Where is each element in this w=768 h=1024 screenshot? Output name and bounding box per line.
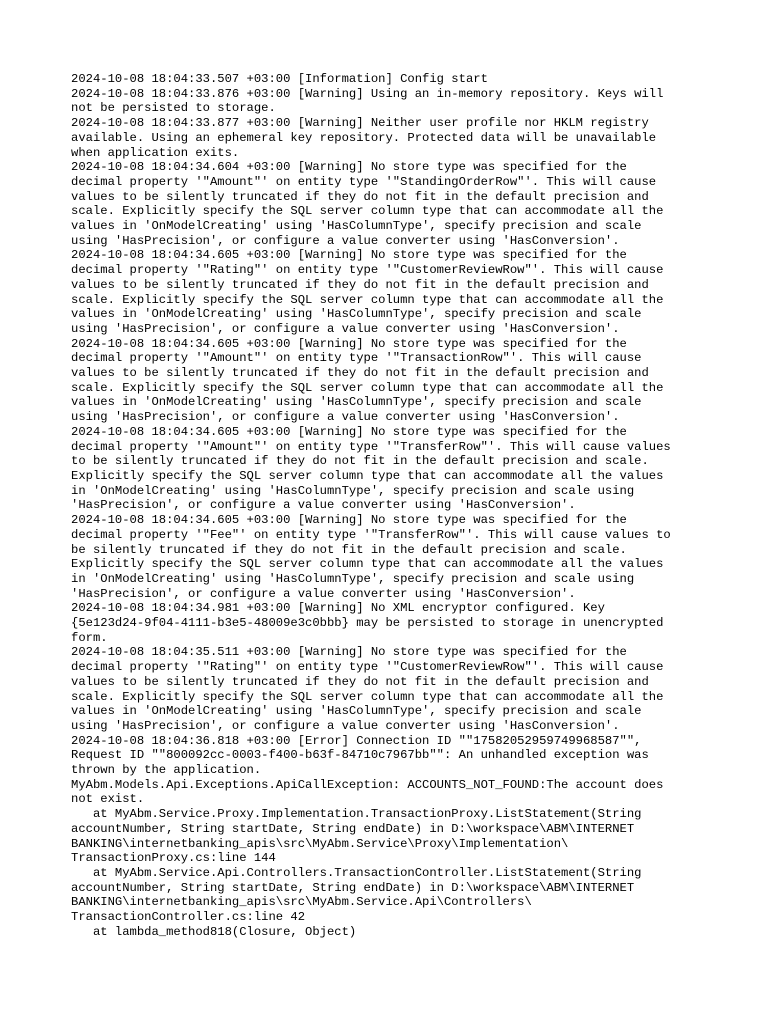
- log-line: values in 'OnModelCreating' using 'HasColumnType', specify precision and scale: [71, 307, 642, 322]
- log-document: [71, 72, 701, 939]
- log-line: MyAbm.Models.Api.Exceptions.ApiCallException: ACCOUNTS_NOT_FOUND:The account does: [71, 777, 664, 792]
- log-line: at lambda_method818(Closure, Object): [71, 924, 357, 939]
- log-line: values in 'OnModelCreating' using 'HasColumnType', specify precision and scale: [71, 219, 642, 234]
- log-line: scale. Explicitly specify the SQL server column type that can accommodate all the: [71, 292, 664, 307]
- log-line: decimal property '"Rating"' on entity type '"CustomerReviewRow"'. This will cause: [71, 660, 664, 675]
- log-line: decimal property '"Amount"' on entity type '"StandingOrderRow"'. This will cause: [71, 174, 657, 189]
- log-line: in 'OnModelCreating' using 'HasColumnType', specify precision and scale using: [71, 483, 635, 498]
- log-line: decimal property '"Fee"' on entity type '"TransferRow"'. This will cause values to: [71, 527, 671, 542]
- log-line: thrown by the application.: [71, 763, 262, 778]
- log-line: at MyAbm.Service.Api.Controllers.TransactionController.ListStatement(String: [71, 865, 642, 880]
- log-line: to be silently truncated if they do not fit in the default precision and scale.: [71, 454, 649, 469]
- log-line: in 'OnModelCreating' using 'HasColumnType', specify precision and scale using: [71, 571, 635, 586]
- log-line: BANKING\internetbanking_apis\src\MyAbm.Service.Api\Controllers\: [71, 895, 532, 910]
- log-line: 'HasPrecision', or configure a value converter using 'HasConversion'.: [71, 498, 576, 513]
- log-line: using 'HasPrecision', or configure a value converter using 'HasConversion'.: [71, 233, 620, 248]
- log-line: Explicitly specify the SQL server column type that can accommodate all the values: [71, 557, 664, 572]
- log-line: not be persisted to storage.: [71, 101, 276, 116]
- log-line: values to be silently truncated if they do not fit in the default precision and: [71, 277, 649, 292]
- log-line: 2024-10-08 18:04:34.605 +03:00 [Warning] No store type was specified for the: [71, 248, 627, 263]
- log-line: values in 'OnModelCreating' using 'HasColumnType', specify precision and scale: [71, 704, 642, 719]
- log-line: scale. Explicitly specify the SQL server column type that can accommodate all the: [71, 380, 664, 395]
- log-line: 2024-10-08 18:04:34.604 +03:00 [Warning] No store type was specified for the: [71, 160, 627, 175]
- log-line: when application exits.: [71, 145, 240, 160]
- log-line: using 'HasPrecision', or configure a value converter using 'HasConversion'.: [71, 718, 620, 733]
- log-line: {5e123d24-9f04-4111-b3e5-48009e3c0bbb} may be persisted to storage in unencrypted: [71, 616, 664, 631]
- log-line: using 'HasPrecision', or configure a value converter using 'HasConversion'.: [71, 410, 620, 425]
- log-line: BANKING\internetbanking_apis\src\MyAbm.Service\Proxy\Implementation\: [71, 836, 569, 851]
- log-line: TransactionProxy.cs:line 144: [71, 851, 276, 866]
- log-line: accountNumber, String startDate, String endDate) in D:\workspace\ABM\INTERNET: [71, 821, 635, 836]
- log-line: form.: [71, 630, 108, 645]
- log-line: values in 'OnModelCreating' using 'HasColumnType', specify precision and scale: [71, 395, 642, 410]
- log-line: decimal property '"Rating"' on entity type '"CustomerReviewRow"'. This will cause: [71, 263, 664, 278]
- log-line: available. Using an ephemeral key repository. Protected data will be unavailable: [71, 130, 657, 145]
- log-line: 'HasPrecision', or configure a value converter using 'HasConversion'.: [71, 586, 576, 601]
- log-line: decimal property '"Amount"' on entity type '"TransactionRow"'. This will cause: [71, 351, 642, 366]
- log-line: 2024-10-08 18:04:33.877 +03:00 [Warning] Neither user profile nor HKLM registry: [71, 116, 649, 131]
- log-line: not exist.: [71, 792, 145, 807]
- log-line: decimal property '"Amount"' on entity type '"TransferRow"'. This will cause values: [71, 439, 671, 454]
- log-line: 2024-10-08 18:04:34.605 +03:00 [Warning] No store type was specified for the: [71, 513, 627, 528]
- log-line: 2024-10-08 18:04:34.605 +03:00 [Warning] No store type was specified for the: [71, 336, 627, 351]
- log-line: values to be silently truncated if they do not fit in the default precision and: [71, 366, 649, 381]
- log-line: 2024-10-08 18:04:36.818 +03:00 [Error] Connection ID ""17582052959749968587"",: [71, 733, 642, 748]
- log-line: 2024-10-08 18:04:33.507 +03:00 [Information] Config start: [71, 72, 488, 86]
- log-line: 2024-10-08 18:04:35.511 +03:00 [Warning] No store type was specified for the: [71, 645, 627, 660]
- log-line: values to be silently truncated if they do not fit in the default precision and: [71, 189, 649, 204]
- log-line: values to be silently truncated if they do not fit in the default precision and: [71, 674, 649, 689]
- log-line: accountNumber, String startDate, String endDate) in D:\workspace\ABM\INTERNET: [71, 880, 635, 895]
- log-line: TransactionController.cs:line 42: [71, 910, 306, 925]
- log-line: scale. Explicitly specify the SQL server column type that can accommodate all the: [71, 689, 664, 704]
- log-line: Request ID ""800092cc-0003-f400-b63f-84710c7967bb"": An unhandled exception was: [71, 748, 649, 763]
- log-line: 2024-10-08 18:04:33.876 +03:00 [Warning] Using an in-memory repository. Keys will: [71, 86, 664, 101]
- log-line: Explicitly specify the SQL server column type that can accommodate all the values: [71, 468, 664, 483]
- log-line: scale. Explicitly specify the SQL server column type that can accommodate all the: [71, 204, 664, 219]
- log-line: 2024-10-08 18:04:34.605 +03:00 [Warning] No store type was specified for the: [71, 424, 627, 439]
- log-line: be silently truncated if they do not fit in the default precision and scale.: [71, 542, 627, 557]
- log-line: at MyAbm.Service.Proxy.Implementation.TransactionProxy.ListStatement(String: [71, 807, 642, 822]
- log-line: 2024-10-08 18:04:34.981 +03:00 [Warning] No XML encryptor configured. Key: [71, 601, 605, 616]
- log-line: using 'HasPrecision', or configure a value converter using 'HasConversion'.: [71, 321, 620, 336]
